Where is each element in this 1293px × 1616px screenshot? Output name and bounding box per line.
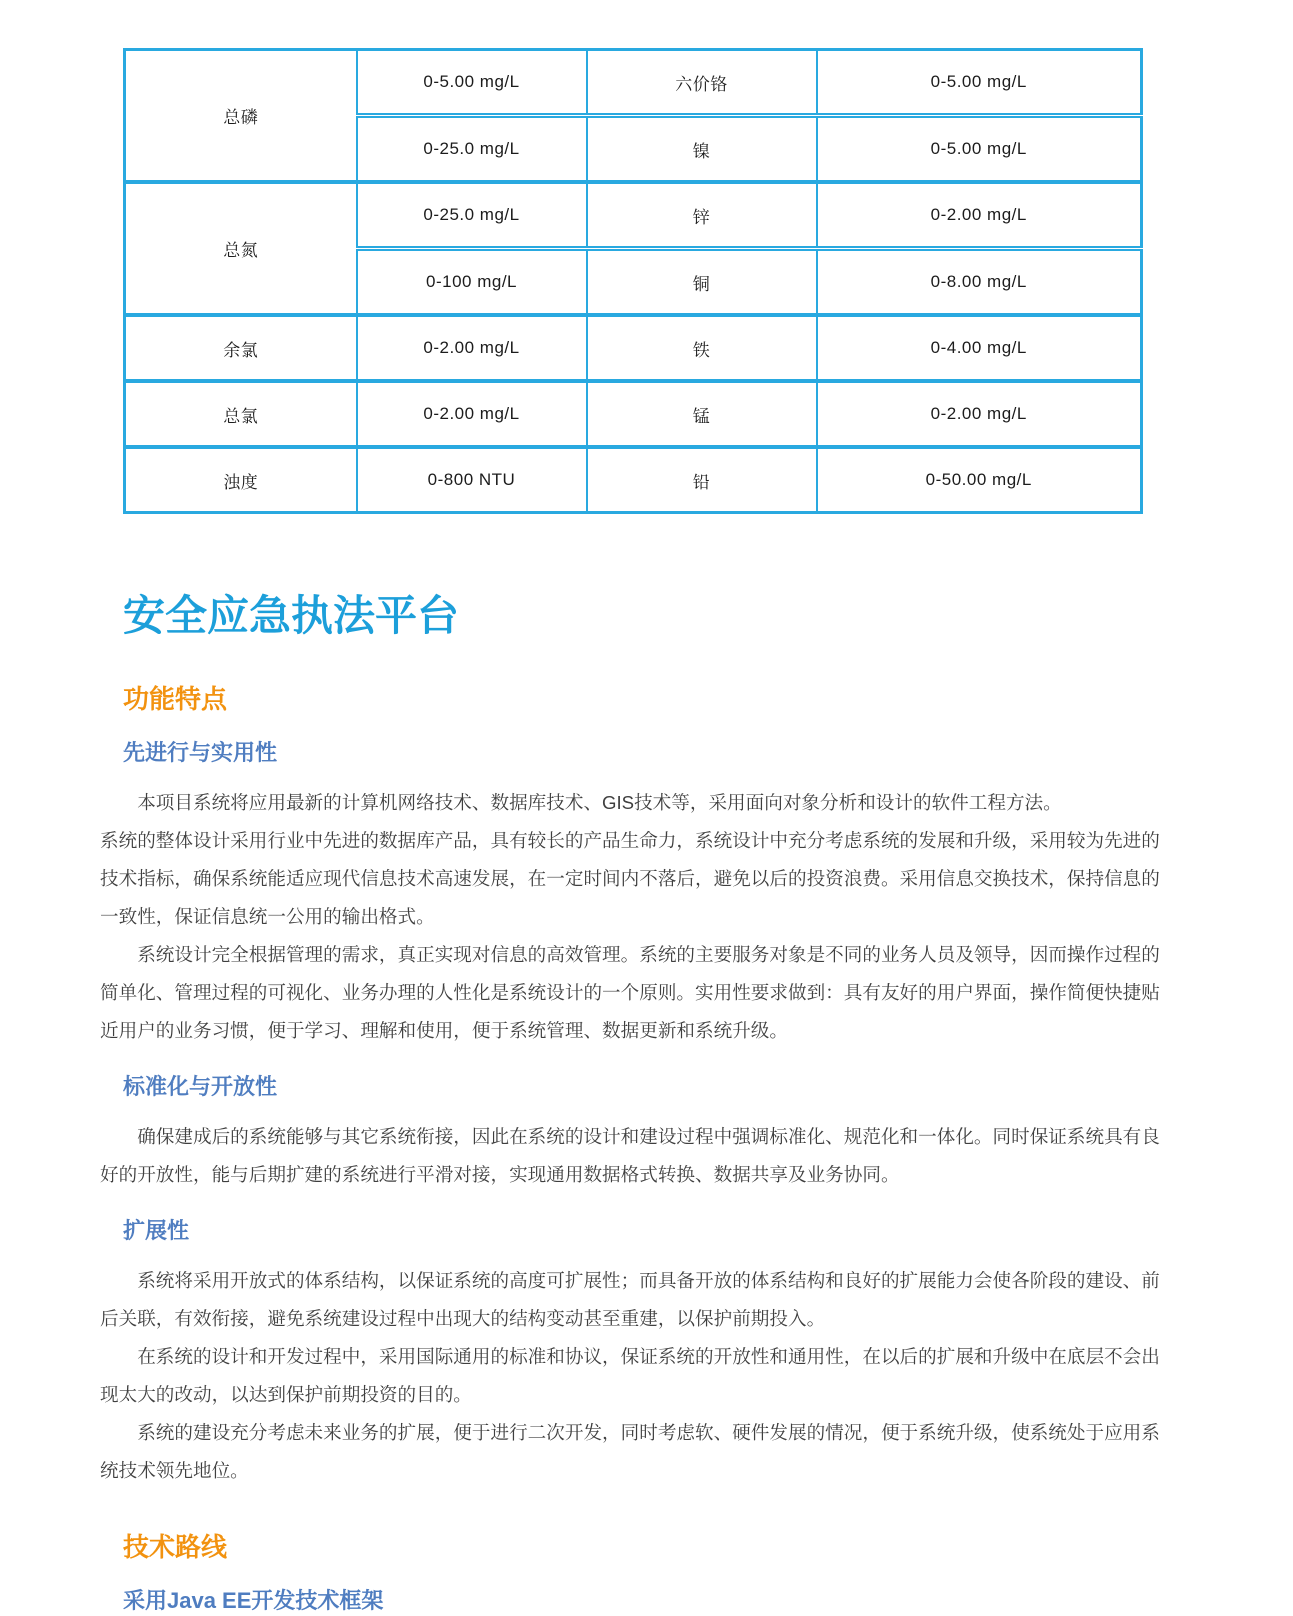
subsection-heading-standard: 标准化与开放性 bbox=[123, 1074, 278, 1099]
range-cell: 0-25.0 mg/L bbox=[357, 182, 587, 249]
range-cell: 0-2.00 mg/L bbox=[817, 182, 1142, 249]
subsection-heading-advanced: 先进行与实用性 bbox=[123, 740, 278, 765]
table-row bbox=[125, 315, 1142, 381]
table-row bbox=[125, 447, 1142, 513]
section-heading-features: 功能特点 bbox=[123, 684, 228, 714]
paragraph: 确保建成后的系统能够与其它系统衔接，因此在系统的设计和建设过程中强调标准化、规范化和一体化。同时保证系统具有良好的开放性，能与后期扩建的系统进行平滑对接，实现通用数据格式转换、数据共享及业务协同。 bbox=[100, 1126, 1160, 1185]
paragraph: 系统的建设充分考虑未来业务的扩展，便于进行二次开发，同时考虑软、硬件发展的情况，便于系统升级，使系统处于应用系统技术领先地位。 bbox=[100, 1422, 1160, 1481]
table-row bbox=[125, 182, 1142, 249]
param-cell: 总氮 bbox=[125, 182, 357, 315]
water-parameter-table bbox=[123, 48, 1143, 514]
range-cell: 0-5.00 mg/L bbox=[817, 50, 1142, 116]
range-cell: 0-2.00 mg/L bbox=[357, 315, 587, 381]
param-cell: 浊度 bbox=[125, 447, 357, 513]
param-cell: 镍 bbox=[587, 116, 817, 183]
range-cell: 0-5.00 mg/L bbox=[817, 116, 1142, 183]
table-row bbox=[125, 50, 1142, 116]
paragraph: 系统设计完全根据管理的需求，真正实现对信息的高效管理。系统的主要服务对象是不同的业务人员及领导，因而操作过程的简单化、管理过程的可视化、业务办理的人性化是系统设计的一个原则。实用性要求做到：具有友好的用户界面，操作简便快捷贴近用户的业务习惯，便于学习、理解和使用，便于系统管理、数据更新和系统升级。 bbox=[100, 944, 1160, 1041]
param-cell: 铅 bbox=[587, 447, 817, 513]
range-cell: 0-50.00 mg/L bbox=[817, 447, 1142, 513]
paragraph: 系统的整体设计采用行业中先进的数据库产品，具有较长的产品生命力，系统设计中充分考虑系统的发展和升级，采用较为先进的技术指标，确保系统能适应现代信息技术高速发展，在一定时间内不落后，避免以后的投资浪费。采用信息交换技术，保持信息的一致性，保证信息统一公用的输出格式。 bbox=[100, 830, 1160, 927]
param-cell: 总磷 bbox=[125, 50, 357, 183]
section-heading-tech-route: 技术路线 bbox=[123, 1532, 228, 1562]
range-cell: 0-800 NTU bbox=[357, 447, 587, 513]
param-cell: 锰 bbox=[587, 381, 817, 447]
paragraph: 系统将采用开放式的体系结构，以保证系统的高度可扩展性；而具备开放的体系结构和良好的扩展能力会使各阶段的建设、前后关联，有效衔接，避免系统建设过程中出现大的结构变动甚至重建，以保护前期投入。 bbox=[100, 1270, 1160, 1329]
param-cell: 铁 bbox=[587, 315, 817, 381]
paragraph: 在系统的设计和开发过程中，采用国际通用的标准和协议，保证系统的开放性和通用性，在以后的扩展和升级中在底层不会出现太大的改动，以达到保护前期投资的目的。 bbox=[100, 1346, 1160, 1405]
range-cell: 0-2.00 mg/L bbox=[817, 381, 1142, 447]
param-cell: 总氯 bbox=[125, 381, 357, 447]
range-cell: 0-8.00 mg/L bbox=[817, 249, 1142, 316]
param-cell: 铜 bbox=[587, 249, 817, 316]
param-cell: 六价铬 bbox=[587, 50, 817, 116]
paragraph: 本项目系统将应用最新的计算机网络技术、数据库技术、GIS技术等，采用面向对象分析和设计的软件工程方法。 bbox=[137, 792, 1062, 813]
page-title: 安全应急执法平台 bbox=[123, 592, 460, 639]
param-cell: 余氯 bbox=[125, 315, 357, 381]
range-cell: 0-2.00 mg/L bbox=[357, 381, 587, 447]
param-cell: 锌 bbox=[587, 182, 817, 249]
range-cell: 0-5.00 mg/L bbox=[357, 50, 587, 116]
range-cell: 0-4.00 mg/L bbox=[817, 315, 1142, 381]
subsection-heading-extensible: 扩展性 bbox=[123, 1218, 190, 1243]
range-cell: 0-100 mg/L bbox=[357, 249, 587, 316]
subsection-heading-javaee: 采用Java EE开发技术框架 bbox=[123, 1588, 384, 1613]
range-cell: 0-25.0 mg/L bbox=[357, 116, 587, 183]
table-row bbox=[125, 381, 1142, 447]
